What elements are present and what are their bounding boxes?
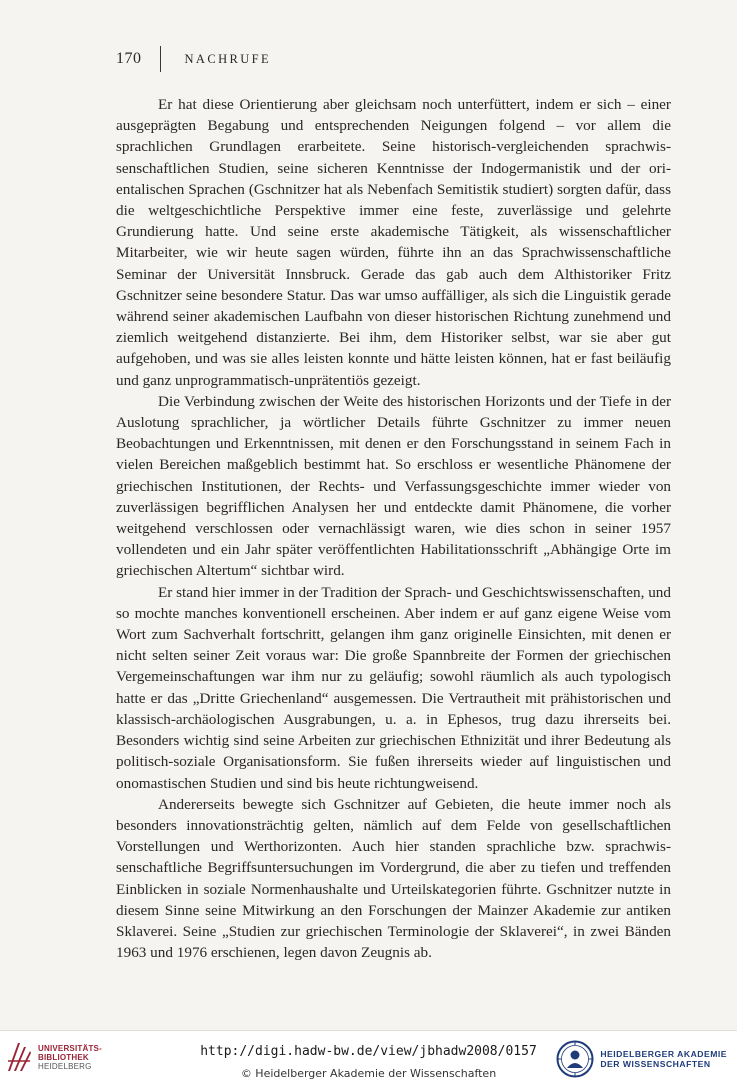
body-text [116,94,671,963]
academy-logo-line-2: DER WISSENSCHAFTEN [600,1059,711,1069]
ub-logo-line-3: HEIDELBERG [38,1061,92,1071]
permalink-url[interactable]: http://digi.hadw-bw.de/view/jbhadw2008/0157 [200,1044,537,1059]
running-head [116,47,271,71]
paragraph-1: Er hat diese Orientierung aber gleichsam noch unterfüttert, indem er sich – einer ausgeprägten Begabung und entsprechenden Neigungen folgend – vor allem die sprachlichen Grundlagen erarbeitete. Seine historisch-vergleichenden sprachwissenschaftlichen Studien, seine sicheren Kenntnisse der Indogermanistik und der orientalischen Sprachen (Gschnitzer hat als Nebenfach Semitistik studiert) sorgten dafür, dass die weltgeschichtliche Perspektive immer eine feste, zuverlässige und gelehrte Grundierung hatte. Und seine erste akademische Tätigkeit, als wissenschaftlicher Mitarbeiter, wie wir heute sagen würden, führte ihn an das Sprachwissenschaftliche Seminar der Universität Innsbruck. Gerade das gab auch dem Althistoriker Fritz Gschnitzer seine besondere Statur. Das war umso auffälliger, als sich die Linguistik gerade während seiner akademischen Laufbahn von dieser historischen Richtung zunehmend und ziemlich weitgehend distanzierte. Bei ihm, dem Historiker selbst, war sie aber gut aufgehoben, und was sie alles leisten konnte und hätte leisten können, hat er fast beiläufig und ganz unprogrammatisch-unprätentiös gezeigt. [116,96,671,389]
copyright-notice: © Heidelberger Akademie der Wissenschaften [240,1067,497,1080]
ub-logo-line-2: BIBLIOTHEK [38,1052,89,1062]
paragraph-4: Andererseits bewegte sich Gschnitzer auf Gebieten, die heute immer noch als besonders innovationsträchtig gelten, nämlich auf dem Felde von gesellschaftlichen Vorstellungen und Werthorizonten. Auch hier standen sprachliche bzw. sprachwissenschaftliche Begriffsuntersuchungen im Vordergrund, die aber zu tiefen und treffenden Einblicken in soziale Normenhaushalte und Urteilskategorien führte. Gschnitzer nutzte in diesem Sinne seine Mitwirkung an den Forschungen der Mainzer Akademie zur antiken Sklaverei. Seine „Studien zur griechischen Terminologie der Sklaverei“, in zwei Bänden 1963 und 1976 erschienen, legen davon Zeugnis ab. [116,795,671,962]
paragraph-3: Er stand hier immer in der Tradition der Sprach- und Geschichtswissenschaften, und so mochte manches konventionell erscheinen. Aber indem er auf ganz eigene Weise vom Wort zum Sachverhalt fortschritt, gelangen ihm ganz originelle Einsichten, mit denen er nicht selten seiner Zeit voraus war: Die große Spannbreite der Formen der griechischen Vergemeinschaftungen war ihm nur zu geläufig; sowohl räumlich als auch typologisch hatte er das „Dritte Griechenland“ ausgemessen. Die Vertrautheit mit prähistorischen und klassisch-archäologischen Ausgrabungen, u. a. in Ephesos, trug dazu ihrerseits bei. Besonders wichtig sind seine Arbeiten zur griechischen Ethnizität und ihrer Bedeutung als politisch-soziale Organisationsform. Sie fußen ihrerseits wieder auf linguistischen und onomastischen Studien und sind bis heute richtungweisend. [116,583,671,792]
academy-seal-icon [556,1040,594,1078]
ub-logo-line-1: UNIVERSITÄTS- [38,1043,102,1053]
header-divider [160,46,161,72]
academy-logo-line-1: HEIDELBERGER AKADEMIE [600,1049,727,1059]
footer-bar [0,1030,737,1087]
page-number: 170 [116,50,142,67]
academy-logo[interactable] [556,1040,727,1078]
paragraph-2: Die Verbindung zwischen der Weite des historischen Horizonts und der Tiefe in der Auslotung sprachlicher, ja wörtlicher Details führte Gschnitzer zu immer neuen Beobachtungen und Erkenntnissen, mit denen er den Forschungsstand in seinem Fach in vielen Bereichen maßgeblich bestimmt hat. So erschloss er wesentliche Phänomene der griechischen Institutionen, der Rechts- und Verfassungsgeschichte immer wieder von zuverlässigen begrifflichen Analysen her und entdeckte damit Phänomene, die vorher weitgehend verschlossen oder vernachlässigt waren, wie dies schon in seiner 1957 vollendeten und ein Jahr später veröffentlichten Habilitationsschrift „Abhängige Orte im griechischen Altertum“ sichtbar wird. [116,392,671,580]
section-title: NACHRUFE [184,51,272,66]
